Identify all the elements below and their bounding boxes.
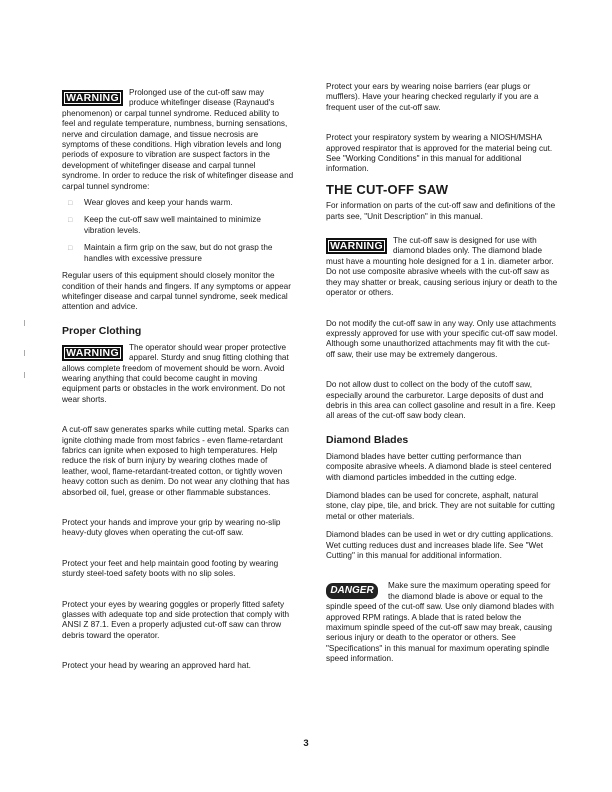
- list-item: □ Wear gloves and keep your hands warm.: [68, 198, 233, 208]
- regular-users-text: Regular users of this equipment should closely monitor the condition of their hands and fingers. If any symptoms or appear whitefinger disease and carpal tunnel syndrome, seek medical attention and advice.: [62, 271, 291, 312]
- eyes-text: Protect your eyes by wearing goggles or properly fitted safety glasses with adequate top and side protection that comply with ANSI Z 87.1. Even a properly adjusted cut-off saw can throw debris toward the operator.: [62, 599, 290, 640]
- diamond-text-1: Diamond blades have better cutting performance than composite abrasive wheels. A diamond blade is steel centered with diamond particles imbedded in the cutting edge.: [326, 451, 552, 482]
- page-number: 3: [303, 738, 309, 749]
- proper-clothing-heading: Proper Clothing: [62, 324, 142, 337]
- danger-badge: DANGER: [326, 583, 378, 599]
- warning-badge: WARNING: [62, 345, 123, 361]
- sparks-text: A cut-off saw generates sparks while cutting metal. Sparks can ignite clothing made from most fabrics - even flame-retardant fabrics can ignite when exposed to high temperatures. Help reduce the risk of burn injury by wearing clothes made of leather, wool, flame-retardant-treated cotton, or tightly woven heavy cotton such as denim. Do not wear any clothing that has absorbed oil, fuel, grease or other flammable substances.: [62, 425, 290, 497]
- modify-text: Do not modify the cut-off saw in any way. Only use attachments expressly approved for use with your specific cut-off saw model. Although some unauthorized attachments may fit with the cut-off saw, their use may be extremely dangerous.: [326, 318, 558, 359]
- vibration-bullet-list: [68, 198, 294, 264]
- warning-vibration-block: [62, 88, 294, 192]
- warning-clothing-block: [62, 343, 294, 405]
- warning-clothing-text: The operator should wear proper protective apparel. Sturdy and snug fitting clothing that allows complete freedom of movement should be worn. Avoid wearing anything that could become caught in moving equipment parts or obstacles in the work environment. Do not wear shorts.: [62, 342, 289, 404]
- respiratory-text: Protect your respiratory system by wearing a NIOSH/MSHA approved respirator that is approved for the material being cut. See "Working Conditions" in this manual for additional information.: [326, 133, 553, 174]
- cutoff-saw-heading: THE CUT-OFF SAW: [326, 181, 449, 197]
- right-column: [326, 82, 558, 665]
- danger-speed-text: Make sure the maximum operating speed for the diamond blade is above or equal to the spindle speed of the cut-off saw. Use only diamond blades with approved RPM ratings. A blade that is rated below the maximum spindle speed of the cut-off saw may break, causing serious injury or death to the operator or others. See "Specifications" in this manual for maximum operating spindle speed information.: [326, 581, 554, 664]
- hands-text: Protect your hands and improve your grip by wearing no-slip heavy-duty gloves when operating the cut-off saw.: [62, 518, 281, 538]
- ears-text: Protect your ears by wearing noise barriers (ear plugs or mufflers). Have your hearing checked regularly if you are a frequent user of the cut-off saw.: [326, 82, 539, 112]
- list-item: □ Maintain a firm grip on the saw, but do not grasp the handles with excessive pressure: [68, 243, 273, 263]
- diamond-text-2: Diamond blades can be used for concrete, asphalt, natural stone, clay pipe, tile, and brick. They are not suitable for cutting metal or other materials.: [326, 490, 555, 521]
- checkbox-bullet-icon: □: [68, 200, 73, 208]
- warning-blades-block: [326, 236, 558, 298]
- danger-speed-block: [326, 581, 558, 664]
- checkbox-bullet-icon: □: [68, 217, 73, 225]
- diamond-text-3: Diamond blades can be used in wet or dry cutting applications. Wet cutting reduces dust and increases blade life. See "Wet Cutting" in this manual for additional information.: [326, 530, 554, 560]
- dust-text: Do not allow dust to collect on the body of the cutoff saw, especially around the carburetor. Large deposits of dust and debris in this area can collect gasoline and result in a fire. Keep all areas of the cut-off saw body clean.: [326, 380, 556, 421]
- left-column: [62, 88, 294, 672]
- warning-badge: WARNING: [326, 238, 387, 254]
- warning-vibration-text: Prolonged use of the cut-off saw may produce whitefinger disease (Raynaud's phenomenon) or carpal tunnel syndrome. Reduced ability to feel and regulate temperature, numbness, burning sensations, nerve and circulation damage, and tissue necrosis are symptoms of these conditions. High vibration levels and long periods of exposure to vibration are suspect factors in the development of whitefinger disease and carpal tunnel syndrome. In order to reduce the risk of whitefinger disease and carpal tunnel syndrome:: [62, 88, 294, 191]
- head-text: Protect your head by wearing an approved hard hat.: [62, 661, 251, 671]
- feet-text: Protect your feet and help maintain good footing by wearing sturdy steel-toed safety boots with no slip soles.: [62, 558, 279, 579]
- margin-marks: [24, 320, 32, 420]
- warning-badge: WARNING: [62, 90, 123, 106]
- diamond-blades-heading: Diamond Blades: [326, 433, 409, 446]
- info-text: For information on parts of the cut-off saw and definitions of the parts see, "Unit Description" in this manual.: [326, 201, 556, 221]
- warning-blades-text: The cut-off saw is designed for use with diamond blades only. The diamond blade must have a mounting hole designed for a 1 in. diameter arbor. Do not use composite abrasive wheels with the cut-off saw as they may shatter or break, causing serious injury or death to the operator or others.: [326, 236, 558, 298]
- list-item: □ Keep the cut-off saw well maintained to minimize vibration levels.: [68, 215, 261, 235]
- checkbox-bullet-icon: □: [68, 245, 73, 253]
